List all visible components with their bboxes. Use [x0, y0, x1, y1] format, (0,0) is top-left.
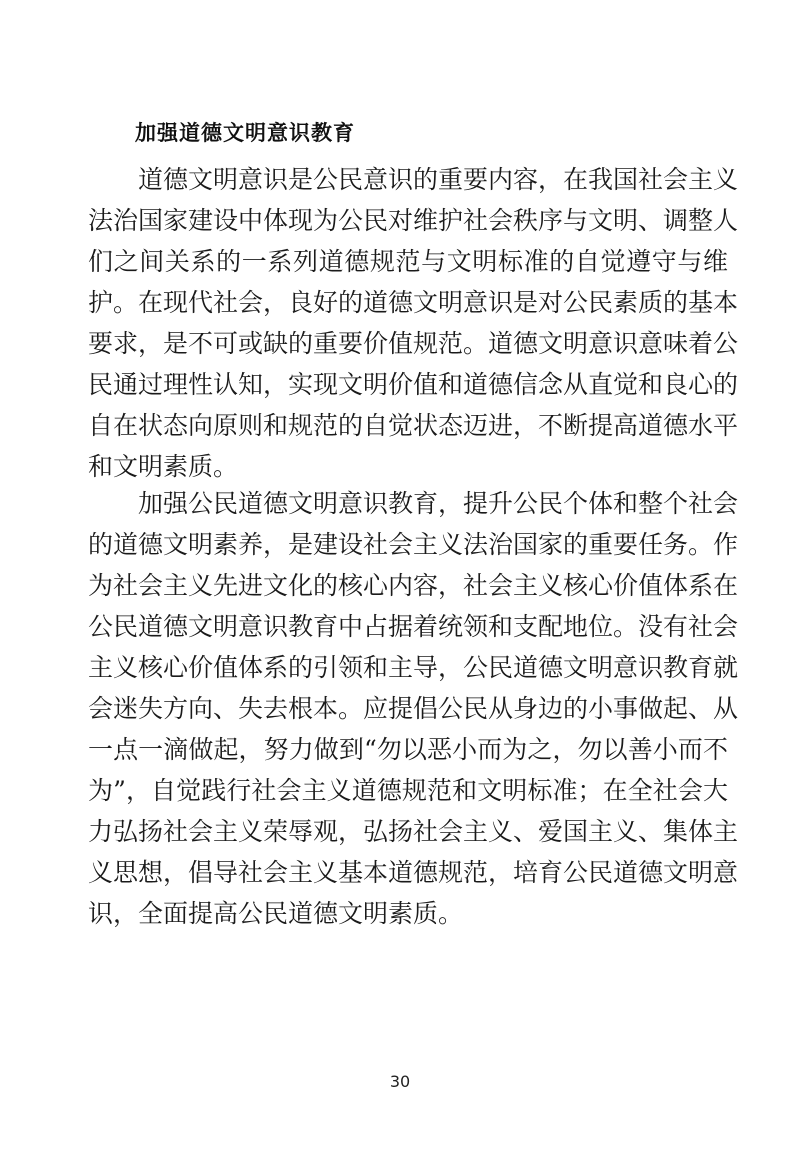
page-number: 30	[389, 1072, 411, 1091]
paragraph-line: 道德文明意识是公民意识的重要内容，在我国社会主义	[138, 165, 739, 194]
paragraph-line: 为社会主义先进文化的核心内容，社会主义核心价值体系在	[88, 571, 739, 600]
paragraph-line: 为”，自觉践行社会主义道德规范和文明标准；在全社会大	[88, 776, 728, 805]
paragraph-line: 护。在现代社会，良好的道德文明意识是对公民素质的基本	[88, 288, 739, 317]
paragraph-line: 义思想，倡导社会主义基本道德规范，培育公民道德文明意	[88, 858, 739, 887]
paragraph-line: 民通过理性认知，实现文明价值和道德信念从直觉和良心的	[88, 370, 739, 399]
paragraph-line: 识，全面提高公民道德文明素质。	[88, 899, 464, 928]
paragraph-line: 和文明素质。	[88, 452, 239, 481]
paragraph-line: 自在状态向原则和规范的自觉状态迈进，不断提高道德水平	[88, 411, 739, 440]
section-heading: 加强道德文明意识教育	[135, 121, 355, 145]
paragraph-line: 要求，是不可或缺的重要价值规范。道德文明意识意味着公	[88, 329, 739, 358]
paragraph-line: 力弘扬社会主义荣辱观，弘扬社会主义、爱国主义、集体主	[88, 817, 739, 846]
paragraph-line: 会迷失方向、失去根本。应提倡公民从身边的小事做起、从	[88, 694, 739, 723]
paragraph-line: 一点一滴做起，努力做到“勿以恶小而为之，勿以善小而不	[88, 735, 728, 764]
paragraph-education-tasks	[88, 483, 739, 934]
paragraph-line: 公民道德文明意识教育中占据着统领和支配地位。没有社会	[88, 612, 739, 641]
paragraph-line: 法治国家建设中体现为公民对维护社会秩序与文明、调整人	[88, 206, 739, 235]
paragraph-line: 们之间关系的一系列道德规范与文明标准的自觉遵守与维	[88, 247, 728, 276]
paragraph-line: 的道德文明素养，是建设社会主义法治国家的重要任务。作	[88, 530, 739, 559]
paragraph-line: 加强公民道德文明意识教育，提升公民个体和整个社会	[138, 489, 739, 518]
paragraph-moral-awareness	[88, 159, 739, 487]
paragraph-line: 主义核心价值体系的引领和主导，公民道德文明意识教育就	[88, 653, 739, 682]
